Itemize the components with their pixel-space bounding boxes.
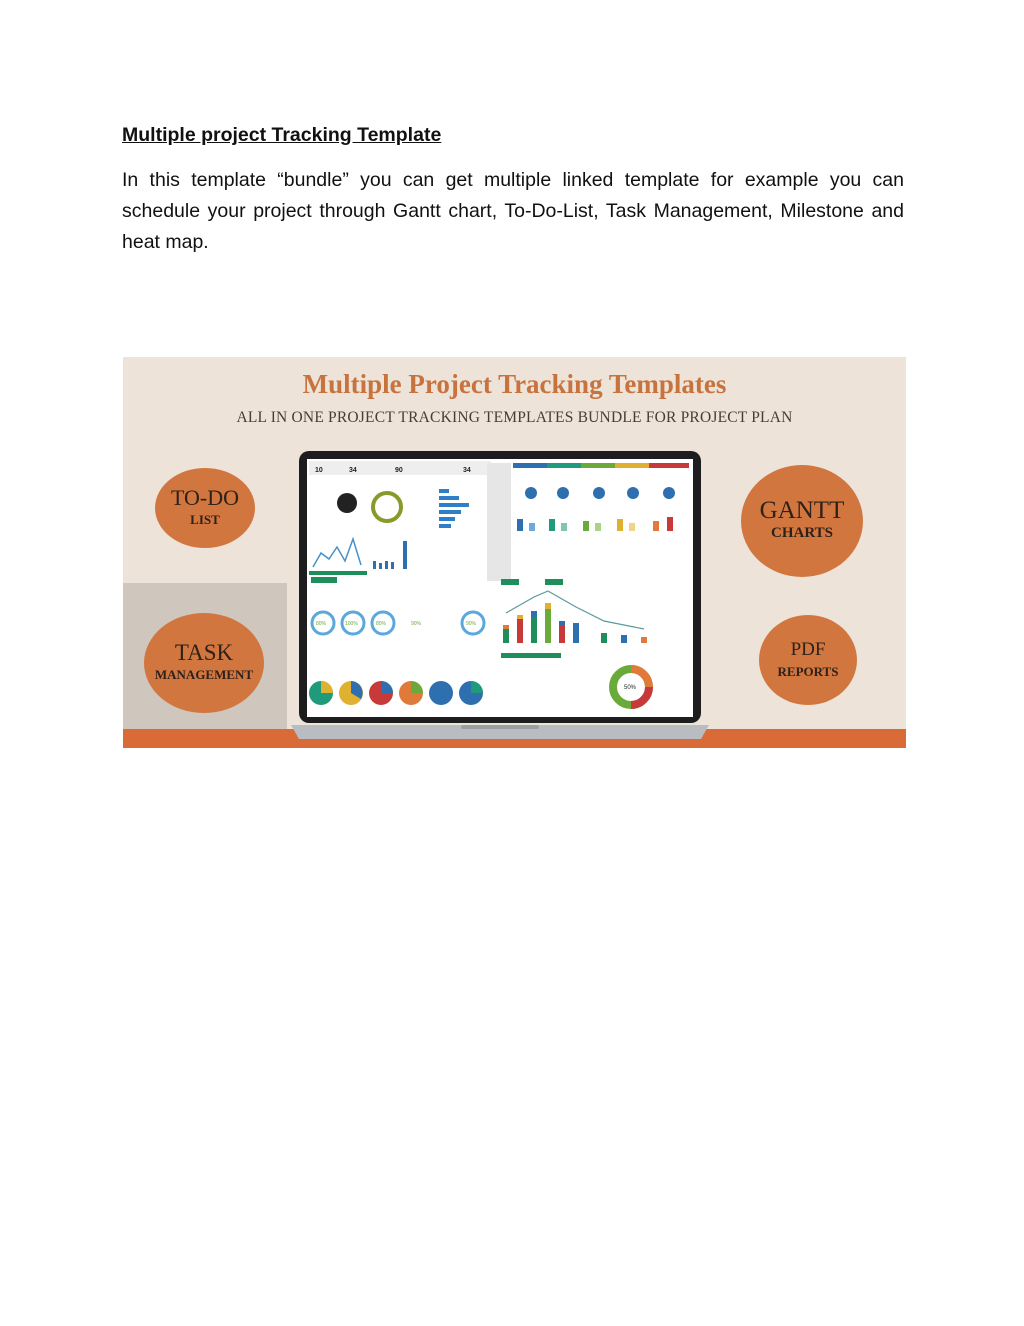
banner-subtitle: ALL IN ONE PROJECT TRACKING TEMPLATES BUNDLE FOR PROJECT PLAN bbox=[236, 409, 793, 426]
badge-line1: TASK bbox=[174, 640, 234, 665]
kpi-value: 34 bbox=[463, 467, 471, 474]
product-banner bbox=[123, 357, 906, 748]
kpi-value: 10 bbox=[315, 467, 323, 474]
donut-center-label: 50% bbox=[624, 685, 637, 691]
donut-label: 80% bbox=[316, 621, 327, 627]
donut-label: 90% bbox=[411, 621, 422, 627]
toolbar-tab bbox=[311, 577, 337, 583]
body-paragraph: In this template “bundle” you can get multiple linked template for example you can schedule your project through Gantt chart, To-Do-List, Task Management, Milestone and heat map. bbox=[122, 169, 904, 253]
badge-line1: PDF bbox=[790, 639, 826, 660]
gantt-charts-badge bbox=[741, 465, 863, 577]
kpi-value: 34 bbox=[349, 467, 357, 474]
donut-label: 100% bbox=[345, 621, 358, 627]
kpi-value: 90 bbox=[395, 467, 403, 474]
donut-label: 90% bbox=[466, 621, 477, 627]
laptop-mockup bbox=[291, 449, 709, 741]
badge-line2: REPORTS bbox=[777, 664, 839, 679]
document-heading: Multiple project Tracking Template bbox=[122, 124, 442, 146]
todo-list-badge bbox=[155, 468, 255, 548]
badge-line2: CHARTS bbox=[771, 525, 833, 541]
donut-label: 80% bbox=[376, 621, 387, 627]
badge-line2: LIST bbox=[190, 512, 220, 527]
small-table-header bbox=[501, 653, 561, 658]
pdf-reports-badge bbox=[759, 615, 857, 705]
laptop-notch bbox=[461, 725, 539, 729]
toolbar-tab bbox=[545, 579, 563, 585]
task-management-badge bbox=[144, 613, 264, 713]
badge-line1: TO-DO bbox=[170, 485, 240, 510]
badge-line1: GANTT bbox=[759, 497, 845, 524]
toolbar-tab bbox=[501, 579, 519, 585]
mini-dark-donut bbox=[337, 493, 357, 513]
banner-title: Multiple Project Tracking Templates bbox=[302, 369, 727, 399]
laptop-illustration bbox=[291, 449, 709, 741]
kpi-strip bbox=[309, 461, 491, 475]
badge-line2: MANAGEMENT bbox=[154, 667, 254, 682]
